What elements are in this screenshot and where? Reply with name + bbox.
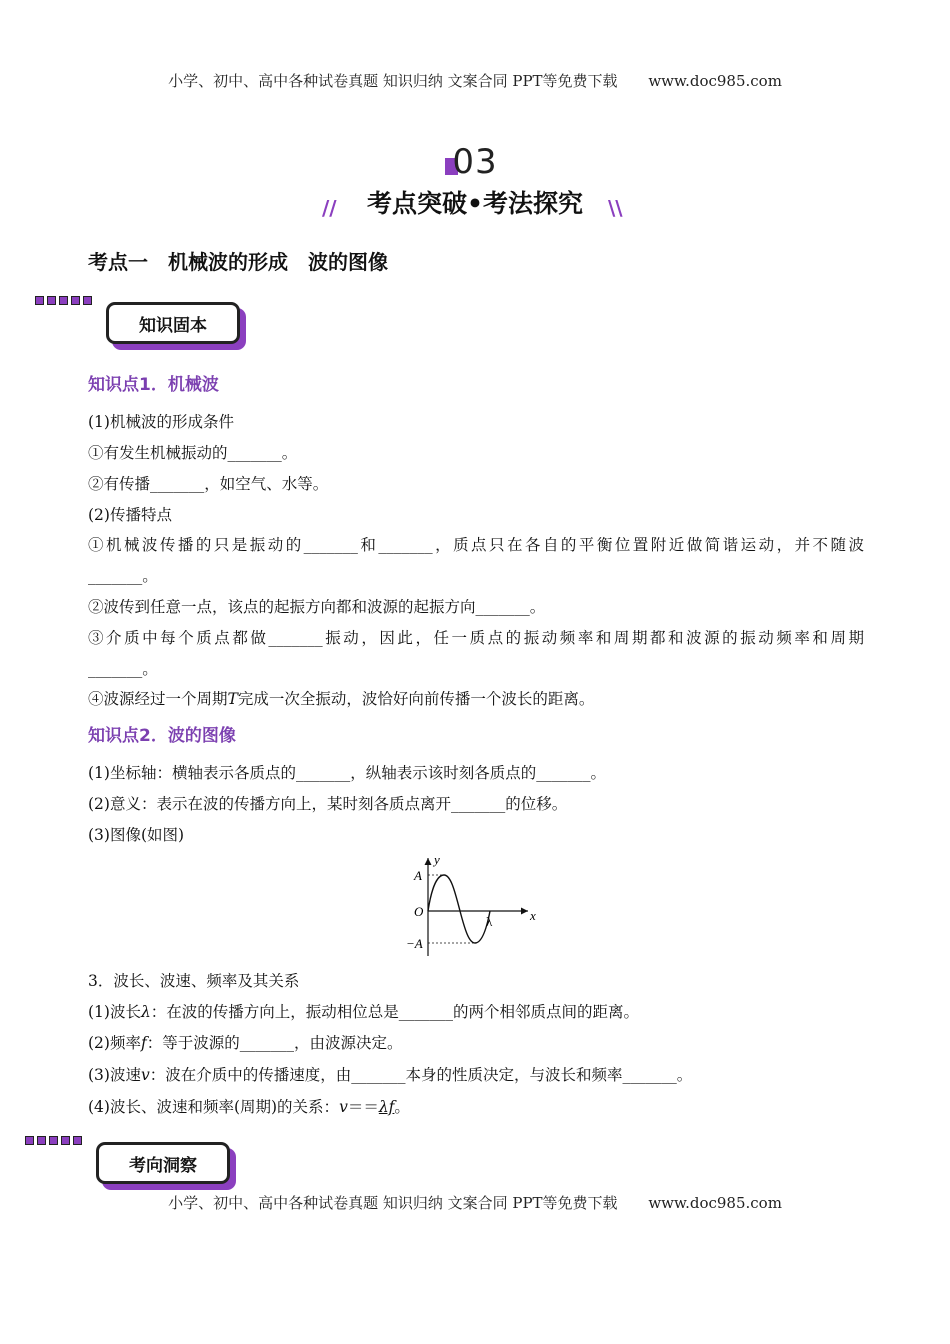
left-slash-decoration: // <box>322 196 337 220</box>
kp1-line: (2)传播特点 <box>88 506 172 524</box>
kp3-line-2: (2)频率f：等于波源的_______，由波源决定。 <box>88 1034 403 1052</box>
kp1-line: ③介质中每个质点都做_______振动，因此，任一质点的振动频率和周期都和波源的振动频率和周期 <box>88 629 864 647</box>
page-header <box>0 70 950 91</box>
header-site[interactable]: www.doc985.com <box>648 72 782 90</box>
footer-site[interactable]: www.doc985.com <box>648 1194 782 1212</box>
kp2-line: (2)意义：表示在波的传播方向上，某时刻各质点离开_______的位移。 <box>88 795 568 813</box>
kp1-line: ①机械波传播的只是振动的_______和_______，质点只在各自的平衡位置附近做简谐运动，并不随波 <box>88 536 864 554</box>
origin-label: O <box>414 904 424 919</box>
right-slash-decoration: \\ <box>608 196 623 220</box>
page-footer <box>0 1192 950 1213</box>
footer-text: 小学、初中、高中各种试卷真题 知识归纳 文案合同 PPT等免费下载 <box>168 1194 618 1212</box>
section-title: 考点突破•考法探究 <box>361 184 589 220</box>
kp1-line: ②有传播_______，如空气、水等。 <box>88 475 329 493</box>
kp3-title: 3．波长、波速、频率及其关系 <box>88 972 300 990</box>
badge-dots <box>25 1136 82 1145</box>
wave-curve <box>428 875 490 943</box>
exam-badge-label: 考向洞察 <box>96 1142 230 1184</box>
kp2-line: (1)坐标轴：横轴表示各质点的_______，纵轴表示该时刻各质点的_______。 <box>88 764 606 782</box>
kp2-title: 知识点2．波的图像 <box>88 726 236 746</box>
y-label: y <box>434 852 440 867</box>
kp2-line: (3)图像(如图) <box>88 826 185 844</box>
badge-dots <box>35 296 92 305</box>
amplitude-label: A <box>414 868 422 883</box>
kp1-line: _______。 <box>88 567 158 585</box>
kp1-line-4: ④波源经过一个周期T完成一次全振动，波恰好向前传播一个波长的距离。 <box>88 690 595 708</box>
lambda-label: λ <box>486 914 493 929</box>
kp3-line-1: (1)波长λ：在波的传播方向上，振动相位总是_______的两个相邻质点间的距离。 <box>88 1003 640 1021</box>
section-number: 03 <box>452 142 498 182</box>
knowledge-badge-label: 知识固本 <box>106 302 240 344</box>
x-label: x <box>530 908 536 923</box>
kp1-line: ②波传到任意一点，该点的起振方向都和波源的起振方向_______。 <box>88 598 546 616</box>
kp1-line: (1)机械波的形成条件 <box>88 413 234 431</box>
header-text: 小学、初中、高中各种试卷真题 知识归纳 文案合同 PPT等免费下载 <box>168 72 618 90</box>
topic-heading: 考点一 机械波的形成 波的图像 <box>88 250 388 274</box>
kp3-line-4: (4)波长、波速和频率(周期)的关系：v＝＝λf。 <box>88 1098 410 1116</box>
kp3-line-3: (3)波速v：波在介质中的传播速度，由_______本身的性质决定，与波长和频率_______。 <box>88 1066 693 1084</box>
negative-amplitude-label: −A <box>406 936 423 951</box>
wave-graph <box>398 852 548 958</box>
kp1-line: ①有发生机械振动的_______。 <box>88 444 298 462</box>
kp1-title: 知识点1．机械波 <box>88 375 219 395</box>
kp1-line: _______。 <box>88 660 158 678</box>
section-title-wrap <box>0 184 950 220</box>
